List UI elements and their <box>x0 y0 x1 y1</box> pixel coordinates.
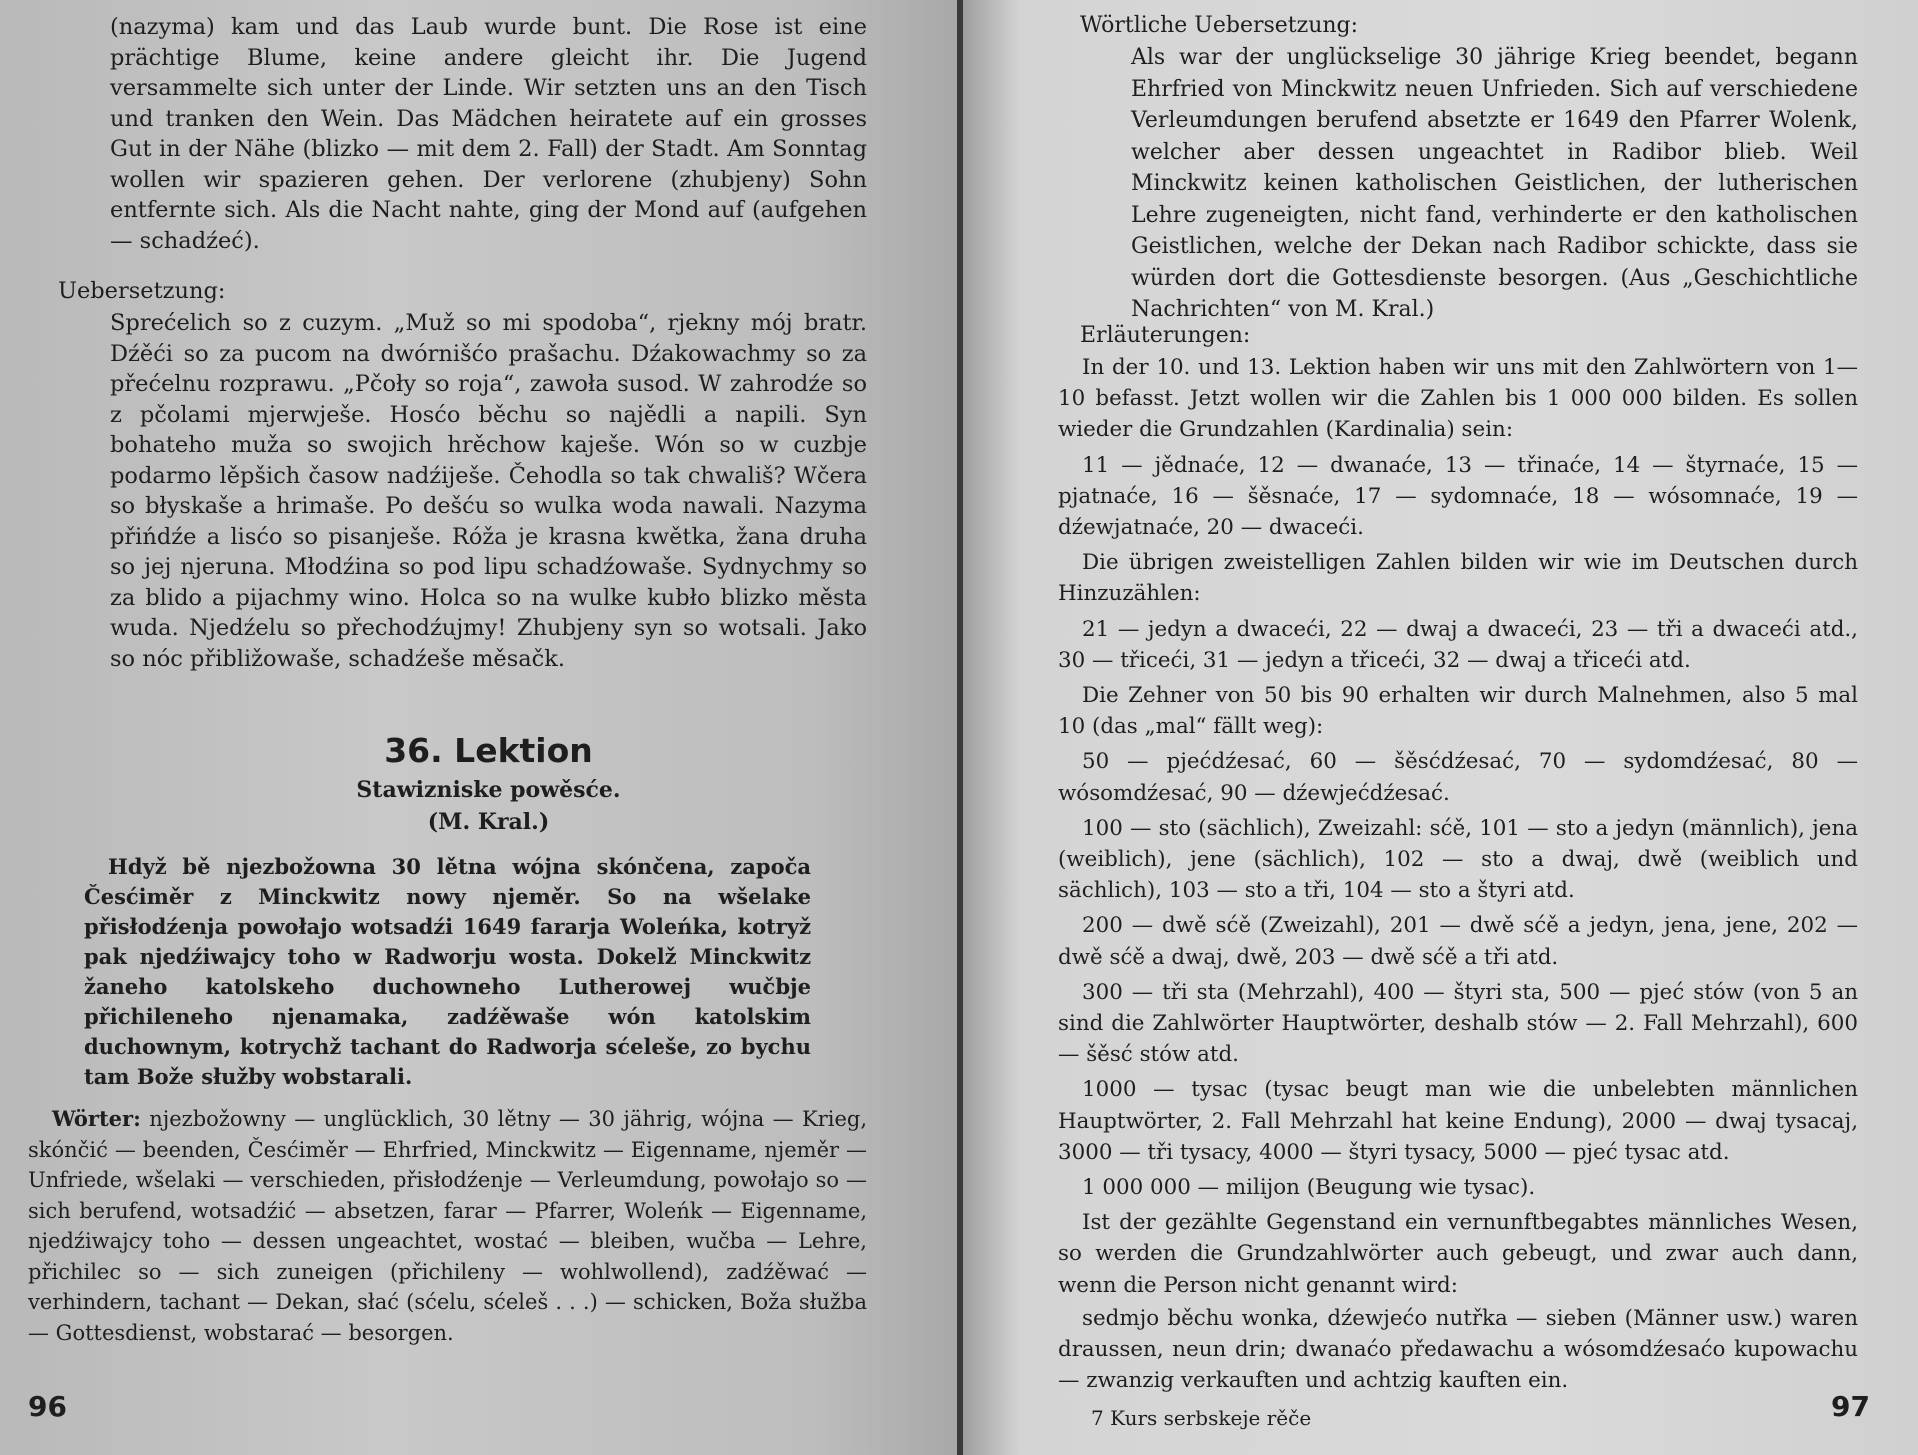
right-page <box>963 0 1918 1455</box>
explanation-paragraph: 50 — pjećdźesać, 60 — šěsćdźesać, 70 — sydomdźesać, 80 — wósomdźesać, 90 — dźewjećdźesać. <box>1058 749 1858 806</box>
footer-text: 7 Kurs serbskeje rěče <box>1091 1406 1312 1430</box>
page-number-left: 96 <box>28 1390 67 1423</box>
literal-label: Wörtliche Uebersetzung: <box>1080 13 1359 38</box>
translation-label: Uebersetzung: <box>58 278 226 304</box>
explanations-body <box>1058 352 1858 1397</box>
translation-text: Sprećelich so z cuzym. „Muž so mi spodoba“, rjekny mój bratr. Dźěći so za pucom na dwórnišćo prašachu. Dźakowachmy so za přećelnu rozprawu. „Pčoły so roja“, zawoła susod. W zahrodźe so z pčolami mjerwješe. Hosćo běchu so najědli a napili. Syn bohateho muža so swojich hrěchow kaješe. Wón so w cuzbje podarmo lěpšich časow nadźiješe. Čehodla so tak chwališ? Wčera so błyskaše a hrimaše. Po dešću so wulka woda nawali. Nazyma přińdźe a lisćo so pisanješe. Róža je krasna kwětka, žana druha so jej njeruna. Młodźina so pod lipu schadźowaše. Sydnychmy so za blido a pijachmy wino. Holca so na wulke kubło blizko města wuda. Njedźelu so přechodźujmy! Zhubjeny syn so wotsali. Jako so nóc přibližowaše, schadźeše měsačk. <box>110 310 867 672</box>
explanation-paragraph: 200 — dwě sćě (Zweizahl), 201 — dwě sćě a jedyn, jena, jene, 202 — dwě sćě a dwaj, dwě, 203 — dwě sćě a tři atd. <box>1058 913 1858 970</box>
page-footer <box>1091 1406 1311 1430</box>
explanation-paragraph: 11 — jědnaće, 12 — dwanaće, 13 — třinaće, 14 — štyrnaće, 15 — pjatnaće, 16 — šěsnaće, 17 — sydomnaće, 18 — wósomnaće, 19 — dźewjatnaće, 20 — dwaceći. <box>1058 452 1858 541</box>
lesson-text: Hdyž bě njezbožowna 30 lětna wójna skónčena, započa Česćiměr z Minckwitz nowy njeměr. So na wšelake přisłodźenja powołajo wotsadźi 1649 fararja Woleńka, kotryž pak njedźiwajcy toho w Radworju wosta. Dokelž Minckwitz žaneho katolskeho duchowneho Lutherowej wučbje přichileneho njenamaka, zadźěwaše wón katolskim duchownym, kotrychž tachant do Radworja sćeleše, zo bychu tam Bože słužby wobstarali. <box>84 854 811 1089</box>
vocab-text: njezbožowny — unglücklich, 30 lětny — 30 jährig, wójna — Krieg, skónčić — beenden, Česćiměr — Ehrfried, Minckwitz — Eigenname, njeměr — Unfriede, wšelaki — verschieden, přisłodźenje — Verleumdung, powołajo so — sich berufend, wotsadźić — absetzen, farar — Pfarrer, Woleńk — Eigenname, njedźiwajcy toho — dessen ungeachtet, wostać — bleiben, wučba — Lehre, přichilec so — sich zuneigen (přichileny — wohlwollend), zadźěwać — verhindern, tachant — Dekan, słać (sćelu, sćeleš . . .) — schicken, Boža słužba — Gottesdienst, wobstarać — besorgen. <box>28 1107 867 1345</box>
lesson-header <box>110 728 867 838</box>
left-page <box>0 0 957 1455</box>
explanation-paragraph: Die übrigen zweistelligen Zahlen bilden wir wie im Deutschen durch Hinzuzählen: <box>1058 550 1858 607</box>
left-text-block <box>110 12 867 256</box>
literal-body <box>1131 42 1858 326</box>
explanation-paragraph: 300 — tři sta (Mehrzahl), 400 — štyri sta, 500 — pjeć stów (von 5 an sind die Zahlwörter Hauptwörter, deshalb stów — 2. Fall Mehrzahl), 600 — šěsć stów atd. <box>1058 979 1858 1068</box>
explanation-paragraph: sedmjo běchu wonka, dźewjećo nutřka — sieben (Männer usw.) waren draussen, neun drin; dwanaćo předawachu a wósomdźesaćo kupowachu — zwanzig verkauften und achtzig kauften ein. <box>1058 1305 1858 1394</box>
literal-section <box>1080 10 1850 42</box>
vocabulary-section <box>28 1104 867 1348</box>
intro-paragraph: (nazyma) kam und das Laub wurde bunt. Die Rose ist eine prächtige Blume, keine andere gleicht ihr. Die Jugend versammelte sich unter der Linde. Wir setzten uns an den Tisch und tranken den Wein. Das Mädchen heiratete auf ein grosses Gut in der Nähe (blizko — mit dem 2. Fall) der Stadt. Am Sonntag wollen wir spazieren gehen. Der verlorene (zhubjeny) Sohn entfernte sich. Als die Nacht nahte, ging der Mond auf (aufgehen — schadźeć). <box>110 14 867 254</box>
explanations-section <box>1080 320 1858 352</box>
explanation-paragraph: In der 10. und 13. Lektion haben wir uns mit den Zahlwörtern von 1—10 befasst. Jetzt wollen wir die Zahlen bis 1 000 000 bilden. Es sollen wieder die Grundzahlen (Kardinalia) sein: <box>1058 355 1858 443</box>
lesson-title: 36. Lektion <box>384 731 593 770</box>
literal-text: Als war der unglückselige 30 jährige Krieg beendet, begann Ehrfried von Minckwitz neuen Unfrieden. Sich auf verschiedene Verleumdungen berufend absetzte er 1649 den Pfarrer Wolenk, welcher aber dessen ungeachtet in Radibor blieb. Weil Minckwitz keinen katholischen Geistlichen, der lutherischen Lehre zugeneigten, nicht fand, verhinderte er den katholischen Geistlichen, welche der Dekan nach Radibor schickte, dass sie würden dort die Gottesdienste besorgen. (Aus „Geschichtliche Nachrichten“ von M. Kral.) <box>1131 45 1858 322</box>
explanation-paragraph: 100 — sto (sächlich), Zweizahl: sćě, 101 — sto a jedyn (männlich), jena (weiblich), jene (sächlich), 102 — sto a dwaj, dwě (weiblich und sächlich), 103 — sto a tři, 104 — sto a štyri atd. <box>1058 815 1858 904</box>
explanation-paragraph: Ist der gezählte Gegenstand ein vernunftbegabtes männliches Wesen, so werden die Grundzahlwörter auch gebeugt, und zwar auch dann, wenn die Person nicht genannt wird: <box>1058 1210 1858 1298</box>
lesson-author: (M. Kral.) <box>427 809 550 835</box>
explanation-paragraph: 1000 — tysac (tysac beugt man wie die unbelebten männlichen Hauptwörter, 2. Fall Mehrzahl hat keine Endung), 2000 — dwaj tysacaj, 3000 — tři tysacy, 4000 — štyri tysacy, 5000 — pjeć tysac atd. <box>1058 1077 1858 1165</box>
translation-section <box>58 276 867 307</box>
page-number-right: 97 <box>1831 1390 1870 1423</box>
translation-body <box>110 308 867 674</box>
explanations-label: Erläuterungen: <box>1080 323 1251 348</box>
explanation-paragraph: 21 — jedyn a dwaceći, 22 — dwaj a dwaceći, 23 — tři a dwaceći atd., 30 — třiceći, 31 — jedyn a třiceći, 32 — dwaj a třiceći atd. <box>1058 616 1858 673</box>
explanation-paragraph: Die Zehner von 50 bis 90 erhalten wir durch Malnehmen, also 5 mal 10 (das „mal“ fällt weg): <box>1058 683 1858 740</box>
lesson-subtitle: Stawizniske powěsće. <box>356 777 621 803</box>
vocab-label: Wörter: <box>52 1106 141 1131</box>
lesson-body <box>84 852 811 1092</box>
explanation-paragraph: 1 000 000 — milijon (Beugung wie tysac). <box>1082 1175 1536 1201</box>
